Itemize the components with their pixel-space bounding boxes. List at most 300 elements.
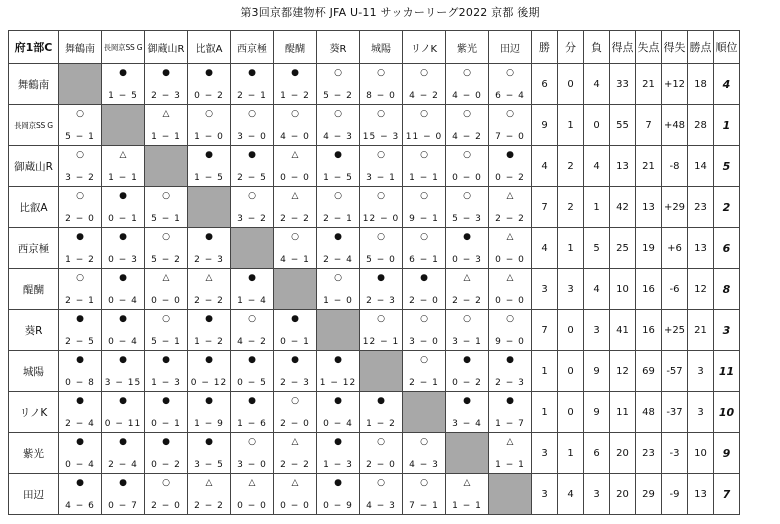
stat-cell: 2 xyxy=(558,146,584,187)
match-score: 5 − 2 xyxy=(151,255,181,265)
stat-cell: 1 xyxy=(532,392,558,433)
result-symbol: ● xyxy=(162,355,170,365)
match-score: 5 − 3 xyxy=(452,214,482,224)
match-result-cell xyxy=(231,187,274,228)
result-symbol: ● xyxy=(248,273,256,283)
match-result-cell xyxy=(231,64,274,105)
match-score: 2 − 2 xyxy=(280,214,310,224)
result-symbol: ○ xyxy=(162,478,170,488)
stat-cell: 0 xyxy=(558,351,584,392)
match-score: 1 − 3 xyxy=(323,460,353,470)
stat-cell: 4 xyxy=(584,146,610,187)
match-score: 0 − 1 xyxy=(108,214,138,224)
result-symbol: ○ xyxy=(248,437,256,447)
result-symbol: ○ xyxy=(334,68,342,78)
result-symbol: ● xyxy=(119,232,127,242)
match-result-cell xyxy=(188,269,231,310)
stat-cell: 0 xyxy=(558,64,584,105)
row-team-name: 舞鶴南 xyxy=(9,64,59,105)
table-row xyxy=(9,392,740,433)
stat-cell: 21 xyxy=(636,64,662,105)
match-result-cell xyxy=(59,392,102,433)
match-score: 0 − 5 xyxy=(237,378,267,388)
division-label: 府1部C xyxy=(9,31,59,64)
stat-cell: 6 xyxy=(584,433,610,474)
match-result-cell xyxy=(317,269,360,310)
match-score: 0 − 12 xyxy=(190,378,228,388)
stat-cell: 41 xyxy=(610,310,636,351)
match-result-cell xyxy=(317,228,360,269)
rank-cell: 2 xyxy=(714,187,740,228)
result-symbol: ○ xyxy=(162,191,170,201)
result-symbol: ● xyxy=(76,314,84,324)
match-result-cell xyxy=(360,187,403,228)
stat-cell: 3 xyxy=(584,310,610,351)
table-row xyxy=(9,269,740,310)
header-row xyxy=(9,31,740,64)
match-score: 0 − 0 xyxy=(280,173,310,183)
stat-cell: 1 xyxy=(558,105,584,146)
page-title: 第3回京都建物杯 JFA U-11 サッカーリーグ2022 京都 後期 xyxy=(240,6,540,19)
match-score: 1 − 4 xyxy=(237,296,267,306)
stat-cell: 9 xyxy=(584,392,610,433)
match-score: 4 − 0 xyxy=(452,91,482,101)
stat-cell: 7 xyxy=(532,310,558,351)
match-result-cell xyxy=(360,269,403,310)
match-score: 1 − 0 xyxy=(194,132,224,142)
match-score: 1 − 6 xyxy=(237,419,267,429)
match-result-cell xyxy=(317,474,360,515)
result-symbol: △ xyxy=(291,191,299,201)
result-symbol: ● xyxy=(334,396,342,406)
self-match-cell xyxy=(188,187,231,228)
table-row xyxy=(9,64,740,105)
match-score: 2 − 0 xyxy=(65,214,95,224)
match-result-cell xyxy=(145,64,188,105)
match-result-cell xyxy=(317,351,360,392)
result-symbol: ○ xyxy=(463,191,471,201)
match-result-cell xyxy=(274,228,317,269)
match-score: 2 − 4 xyxy=(65,419,95,429)
result-symbol: ● xyxy=(377,396,385,406)
match-result-cell xyxy=(446,392,489,433)
rank-cell: 11 xyxy=(714,351,740,392)
table-row xyxy=(9,228,740,269)
self-match-cell xyxy=(403,392,446,433)
stat-cell: -57 xyxy=(662,351,688,392)
stat-cell: -37 xyxy=(662,392,688,433)
match-score: 3 − 2 xyxy=(65,173,95,183)
match-result-cell xyxy=(446,474,489,515)
stat-cell: 4 xyxy=(584,64,610,105)
match-result-cell xyxy=(403,105,446,146)
match-score: 9 − 1 xyxy=(409,214,439,224)
match-result-cell xyxy=(274,351,317,392)
result-symbol: ● xyxy=(119,396,127,406)
row-team-name: 紫光 xyxy=(9,433,59,474)
match-result-cell xyxy=(145,105,188,146)
result-symbol: △ xyxy=(162,273,170,283)
stat-cell: 3 xyxy=(532,474,558,515)
match-result-cell xyxy=(403,474,446,515)
match-score: 5 − 1 xyxy=(65,132,95,142)
match-result-cell xyxy=(145,474,188,515)
result-symbol: △ xyxy=(205,478,213,488)
row-team-name: 城陽 xyxy=(9,351,59,392)
result-symbol: ○ xyxy=(420,355,428,365)
match-result-cell xyxy=(145,228,188,269)
result-symbol: ● xyxy=(248,355,256,365)
result-symbol: ● xyxy=(76,437,84,447)
result-symbol: △ xyxy=(162,109,170,119)
match-result-cell xyxy=(446,146,489,187)
match-result-cell xyxy=(102,351,145,392)
result-symbol: △ xyxy=(506,273,514,283)
match-score: 1 − 5 xyxy=(194,173,224,183)
match-result-cell xyxy=(145,392,188,433)
match-result-cell xyxy=(102,392,145,433)
match-result-cell xyxy=(403,187,446,228)
match-score: 2 − 3 xyxy=(280,378,310,388)
match-result-cell xyxy=(489,64,532,105)
result-symbol: ○ xyxy=(506,109,514,119)
match-score: 0 − 2 xyxy=(495,173,525,183)
result-symbol: ○ xyxy=(463,314,471,324)
result-symbol: ○ xyxy=(162,232,170,242)
result-symbol: △ xyxy=(463,273,471,283)
match-result-cell xyxy=(317,187,360,228)
row-team-name: 長岡京SS G xyxy=(9,105,59,146)
match-score: 11 − 0 xyxy=(405,132,443,142)
match-result-cell xyxy=(102,64,145,105)
result-symbol: ● xyxy=(76,355,84,365)
result-symbol: ● xyxy=(334,437,342,447)
stat-cell: 23 xyxy=(688,187,714,228)
match-score: 0 − 4 xyxy=(108,296,138,306)
result-symbol: ● xyxy=(76,478,84,488)
result-symbol: ○ xyxy=(377,478,385,488)
match-score: 3 − 1 xyxy=(366,173,396,183)
match-score: 1 − 1 xyxy=(151,132,181,142)
match-score: 3 − 15 xyxy=(104,378,142,388)
match-score: 3 − 5 xyxy=(194,460,224,470)
match-score: 0 − 2 xyxy=(151,460,181,470)
match-score: 6 − 1 xyxy=(409,255,439,265)
match-score: 0 − 9 xyxy=(323,501,353,511)
match-result-cell xyxy=(188,228,231,269)
match-score: 0 − 2 xyxy=(452,378,482,388)
match-result-cell xyxy=(102,187,145,228)
rank-cell: 9 xyxy=(714,433,740,474)
stat-cell: 6 xyxy=(532,64,558,105)
result-symbol: ○ xyxy=(463,150,471,160)
rank-cell: 8 xyxy=(714,269,740,310)
column-header-team: リノK xyxy=(403,31,446,64)
match-result-cell xyxy=(489,351,532,392)
match-score: 2 − 4 xyxy=(323,255,353,265)
self-match-cell xyxy=(489,474,532,515)
stat-cell: 28 xyxy=(688,105,714,146)
match-result-cell xyxy=(59,228,102,269)
match-result-cell xyxy=(145,351,188,392)
match-score: 7 − 0 xyxy=(495,132,525,142)
match-score: 0 − 8 xyxy=(65,378,95,388)
result-symbol: ● xyxy=(205,355,213,365)
table-row xyxy=(9,474,740,515)
match-score: 2 − 1 xyxy=(237,91,267,101)
stat-cell: +48 xyxy=(662,105,688,146)
result-symbol: ● xyxy=(463,355,471,365)
match-score: 2 − 5 xyxy=(65,337,95,347)
stat-cell: 11 xyxy=(610,392,636,433)
match-score: 1 − 0 xyxy=(323,296,353,306)
match-score: 4 − 1 xyxy=(280,255,310,265)
result-symbol: △ xyxy=(463,478,471,488)
match-result-cell xyxy=(446,269,489,310)
result-symbol: ● xyxy=(291,68,299,78)
match-result-cell xyxy=(188,64,231,105)
match-score: 0 − 4 xyxy=(323,419,353,429)
result-symbol: △ xyxy=(291,437,299,447)
match-score: 0 − 3 xyxy=(452,255,482,265)
match-result-cell xyxy=(145,433,188,474)
result-symbol: ● xyxy=(205,232,213,242)
match-score: 2 − 4 xyxy=(108,460,138,470)
match-result-cell xyxy=(317,105,360,146)
result-symbol: ○ xyxy=(377,314,385,324)
match-score: 2 − 5 xyxy=(237,173,267,183)
match-score: 2 − 1 xyxy=(323,214,353,224)
table-body xyxy=(9,64,740,515)
stat-cell: 9 xyxy=(584,351,610,392)
match-score: 0 − 0 xyxy=(237,501,267,511)
match-score: 3 − 0 xyxy=(237,460,267,470)
result-symbol: △ xyxy=(291,478,299,488)
stat-cell: 13 xyxy=(688,228,714,269)
match-result-cell xyxy=(446,105,489,146)
match-result-cell xyxy=(231,105,274,146)
column-header-stat: 得点 xyxy=(610,31,636,64)
result-symbol: ● xyxy=(377,273,385,283)
match-result-cell xyxy=(188,474,231,515)
match-result-cell xyxy=(360,433,403,474)
match-score: 2 − 3 xyxy=(151,91,181,101)
match-result-cell xyxy=(360,474,403,515)
self-match-cell xyxy=(231,228,274,269)
stat-cell: 23 xyxy=(636,433,662,474)
stat-cell: 3 xyxy=(532,433,558,474)
match-score: 4 − 2 xyxy=(409,91,439,101)
match-result-cell xyxy=(274,474,317,515)
match-result-cell xyxy=(59,105,102,146)
result-symbol: ○ xyxy=(420,232,428,242)
match-score: 0 − 1 xyxy=(151,419,181,429)
stat-cell: 12 xyxy=(688,269,714,310)
result-symbol: ○ xyxy=(334,191,342,201)
result-symbol: ● xyxy=(119,437,127,447)
match-score: 0 − 0 xyxy=(495,255,525,265)
match-score: 4 − 3 xyxy=(366,501,396,511)
result-symbol: ○ xyxy=(420,68,428,78)
stat-cell: 20 xyxy=(610,474,636,515)
match-result-cell xyxy=(489,269,532,310)
match-result-cell xyxy=(231,474,274,515)
result-symbol: ○ xyxy=(248,314,256,324)
stat-cell: 21 xyxy=(636,146,662,187)
result-symbol: △ xyxy=(291,150,299,160)
match-result-cell xyxy=(102,433,145,474)
stat-cell: 5 xyxy=(584,228,610,269)
result-symbol: ● xyxy=(119,314,127,324)
stat-cell: 0 xyxy=(584,105,610,146)
rank-cell: 10 xyxy=(714,392,740,433)
result-symbol: ● xyxy=(162,396,170,406)
match-score: 2 − 0 xyxy=(366,460,396,470)
result-symbol: ○ xyxy=(76,150,84,160)
stat-cell: 7 xyxy=(636,105,662,146)
stat-cell: 19 xyxy=(636,228,662,269)
match-score: 1 − 2 xyxy=(366,419,396,429)
match-score: 2 − 3 xyxy=(194,255,224,265)
match-result-cell xyxy=(446,64,489,105)
stat-cell: 4 xyxy=(532,228,558,269)
match-score: 2 − 3 xyxy=(366,296,396,306)
result-symbol: △ xyxy=(506,191,514,201)
stat-cell: -9 xyxy=(662,474,688,515)
match-score: 1 − 5 xyxy=(108,91,138,101)
stat-cell: 1 xyxy=(558,228,584,269)
match-result-cell xyxy=(59,351,102,392)
row-team-name: 葵R xyxy=(9,310,59,351)
rank-cell: 4 xyxy=(714,64,740,105)
match-score: 0 − 11 xyxy=(104,419,142,429)
stat-cell: 20 xyxy=(610,433,636,474)
row-team-name: リノK xyxy=(9,392,59,433)
match-result-cell xyxy=(188,351,231,392)
match-score: 9 − 0 xyxy=(495,337,525,347)
stat-cell: 1 xyxy=(558,433,584,474)
match-result-cell xyxy=(188,310,231,351)
match-score: 4 − 3 xyxy=(409,460,439,470)
match-score: 8 − 0 xyxy=(366,91,396,101)
result-symbol: ○ xyxy=(420,150,428,160)
result-symbol: ○ xyxy=(334,109,342,119)
match-result-cell xyxy=(489,146,532,187)
result-symbol: ● xyxy=(334,232,342,242)
column-header-stat: 分 xyxy=(558,31,584,64)
column-header-team: 田辺 xyxy=(489,31,532,64)
stat-cell: 48 xyxy=(636,392,662,433)
match-score: 0 − 4 xyxy=(108,337,138,347)
result-symbol: ● xyxy=(248,68,256,78)
match-score: 2 − 2 xyxy=(280,460,310,470)
stat-cell: +29 xyxy=(662,187,688,228)
stat-cell: -8 xyxy=(662,146,688,187)
match-result-cell xyxy=(145,269,188,310)
match-result-cell xyxy=(59,474,102,515)
match-score: 0 − 0 xyxy=(495,296,525,306)
match-score: 12 − 1 xyxy=(362,337,400,347)
rank-cell: 1 xyxy=(714,105,740,146)
result-symbol: ○ xyxy=(162,314,170,324)
result-symbol: ○ xyxy=(377,437,385,447)
match-score: 2 − 2 xyxy=(495,214,525,224)
stat-cell: 3 xyxy=(584,474,610,515)
rank-cell: 7 xyxy=(714,474,740,515)
match-score: 2 − 2 xyxy=(194,296,224,306)
match-score: 5 − 0 xyxy=(366,255,396,265)
column-header-team: 紫光 xyxy=(446,31,489,64)
rank-cell: 6 xyxy=(714,228,740,269)
match-score: 7 − 1 xyxy=(409,501,439,511)
match-result-cell xyxy=(59,433,102,474)
match-result-cell xyxy=(403,269,446,310)
column-header-stat: 勝点 xyxy=(688,31,714,64)
stat-cell: 13 xyxy=(610,146,636,187)
match-result-cell xyxy=(102,310,145,351)
self-match-cell xyxy=(274,269,317,310)
stat-cell: 16 xyxy=(636,269,662,310)
stat-cell: +6 xyxy=(662,228,688,269)
column-header-team: 長岡京SS G xyxy=(102,31,145,64)
match-result-cell xyxy=(489,433,532,474)
rank-cell: 5 xyxy=(714,146,740,187)
stat-cell: 4 xyxy=(558,474,584,515)
match-score: 0 − 1 xyxy=(280,337,310,347)
match-result-cell xyxy=(274,105,317,146)
self-match-cell xyxy=(102,105,145,146)
stat-cell: 3 xyxy=(558,269,584,310)
stat-cell: -6 xyxy=(662,269,688,310)
result-symbol: △ xyxy=(119,150,127,160)
match-result-cell xyxy=(403,433,446,474)
match-result-cell xyxy=(489,105,532,146)
column-header-team: 西京極 xyxy=(231,31,274,64)
result-symbol: ● xyxy=(463,396,471,406)
column-header-team: 葵R xyxy=(317,31,360,64)
match-result-cell xyxy=(274,433,317,474)
match-result-cell xyxy=(188,392,231,433)
stat-cell: -3 xyxy=(662,433,688,474)
match-result-cell xyxy=(446,310,489,351)
result-symbol: ● xyxy=(334,150,342,160)
match-result-cell xyxy=(274,64,317,105)
result-symbol: ● xyxy=(248,396,256,406)
stat-cell: 9 xyxy=(532,105,558,146)
stat-cell: 14 xyxy=(688,146,714,187)
match-score: 12 − 0 xyxy=(362,214,400,224)
self-match-cell xyxy=(446,433,489,474)
match-score: 0 − 0 xyxy=(151,296,181,306)
match-score: 1 − 2 xyxy=(280,91,310,101)
stat-cell: 1 xyxy=(532,351,558,392)
result-symbol: △ xyxy=(506,437,514,447)
result-symbol: ○ xyxy=(76,191,84,201)
result-symbol: ● xyxy=(248,150,256,160)
result-symbol: ● xyxy=(205,396,213,406)
match-result-cell xyxy=(403,351,446,392)
result-symbol: ○ xyxy=(334,273,342,283)
column-header-stat: 失点 xyxy=(636,31,662,64)
match-result-cell xyxy=(403,146,446,187)
match-score: 15 − 3 xyxy=(362,132,400,142)
stat-cell: +12 xyxy=(662,64,688,105)
stat-cell: 4 xyxy=(532,146,558,187)
result-symbol: ○ xyxy=(420,109,428,119)
result-symbol: ● xyxy=(119,478,127,488)
match-score: 1 − 2 xyxy=(194,337,224,347)
stat-cell: 0 xyxy=(558,392,584,433)
